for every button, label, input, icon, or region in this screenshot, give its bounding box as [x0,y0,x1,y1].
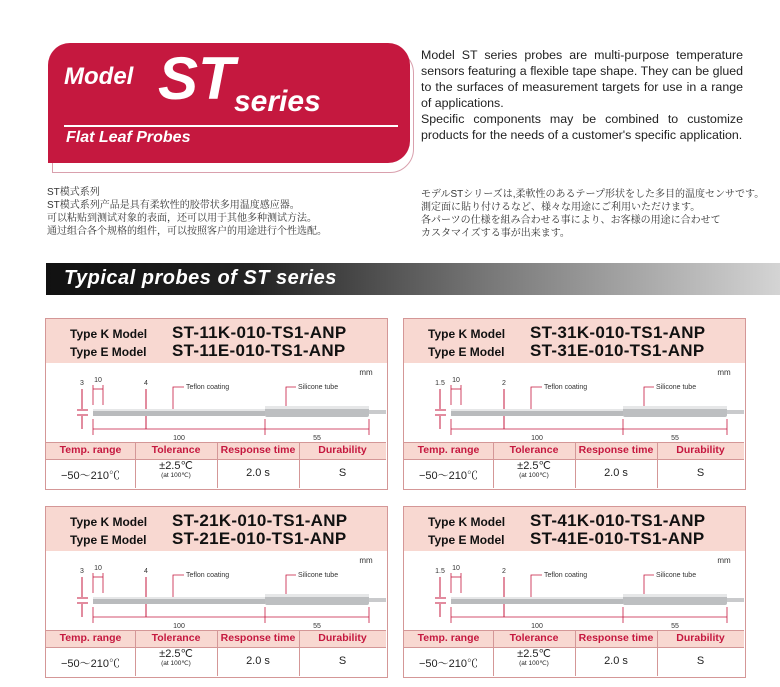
tolerance-header: Tolerance [509,632,559,644]
type-e-label: Type E Model [70,533,147,547]
width-dimension: 2 [502,568,506,575]
column-divider [299,442,300,488]
main-length-dimension: 100 [531,435,543,442]
durability-value: S [696,467,705,479]
model-e-number: ST-31E-010-TS1-ANP [530,341,705,360]
tube-length-dimension: 55 [313,623,321,630]
lead-wire [369,410,386,414]
model-e-number: ST-11E-010-TS1-ANP [172,341,346,360]
teflon-leader [531,575,542,597]
description-en-paragraph: Model ST series probes are multi-purpose temperature sensors featuring a flexible tape shape. They can be glued to the surfaces of measurement targets for use in a range of applications. [421,48,743,110]
unit-label: mm [359,368,373,377]
tip-length-dimension: 10 [452,565,460,572]
tolerance-main: ±2.5℃ [159,460,193,472]
column-divider [575,442,576,488]
silicone-tube-highlight [623,594,727,597]
description-en-paragraph: Specific components may be combined to customize products for the needs of a customer's specific application. [421,112,743,142]
column-divider [217,630,218,676]
thickness-dimension: 1.5 [435,568,445,575]
silicone-callout: Silicone tube [656,384,697,391]
silicone-leader [644,575,654,594]
probe-dimension-diagram [404,551,744,631]
teflon-leader [173,387,184,409]
column-divider [135,630,136,676]
width-dimension: 4 [144,568,148,575]
probe-highlight [93,597,265,599]
unit-label: mm [717,556,731,565]
main-length-dimension: 100 [531,623,543,630]
badge-subtitle: Flat Leaf Probes [66,129,191,146]
column-divider [217,442,218,488]
description-cn-line: 通过组合各个规格的组件，可以按照客户的用途进行个性选配。 [47,226,327,237]
description-chinese [47,186,327,238]
section-title: Typical probes of ST series [64,267,337,289]
response-time-header: Response time [220,444,296,456]
type-e-label: Type E Model [428,345,505,359]
silicone-leader [644,387,654,406]
tolerance-note: (at 100℃) [161,660,191,667]
description-jp-line: 測定面に貼り付けるなど、様々な用途にご利用いただけます。 [421,202,701,213]
probe-card-header [404,507,745,551]
probe-highlight [451,597,623,599]
response-time-value: 2.0 s [246,467,270,479]
unit-label: mm [717,368,731,377]
silicone-leader [286,387,296,406]
series-title-badge [48,43,410,163]
durability-header: Durability [676,444,725,456]
response-time-value: 2.0 s [604,467,628,479]
description-jp-line: カスタマイズする事が出来ます。 [421,228,570,239]
teflon-leader [173,575,184,597]
teflon-callout: Teflon coating [544,572,588,579]
probe-card [403,506,746,678]
response-time-header: Response time [578,632,654,644]
description-jp-line: モデルSTシリーズは,柔軟性のあるテープ形状をした多目的温度センサです。 [421,189,765,200]
spec-header-row [404,630,744,648]
silicone-tube-highlight [623,406,727,409]
model-k-number: ST-31K-010-TS1-ANP [530,323,706,342]
type-e-label: Type E Model [428,533,505,547]
probe-card [403,318,746,490]
durability-header: Durability [318,632,367,644]
response-time-value: 2.0 s [604,655,628,667]
tolerance-note: (at 100℃) [519,472,549,479]
column-divider [493,630,494,676]
width-dimension: 4 [144,380,148,387]
probe-card [45,318,388,490]
model-k-number: ST-41K-010-TS1-ANP [530,511,706,530]
durability-header: Durability [676,632,725,644]
type-e-label: Type E Model [70,345,147,359]
response-time-header: Response time [578,444,654,456]
tolerance-note: (at 100℃) [161,472,191,479]
tolerance-main: ±2.5℃ [517,460,551,472]
column-divider [135,442,136,488]
badge-series-text: series [234,85,321,118]
tip-length-dimension: 10 [94,565,102,572]
lead-wire [727,598,744,602]
badge-divider [64,125,398,127]
spec-header-row [46,630,386,648]
probe-dimension-diagram [404,363,744,443]
temp-range-header: Temp. range [59,444,122,456]
temp-range-header: Temp. range [417,444,480,456]
durability-value: S [338,655,347,667]
probe-card-header [404,319,745,363]
probe-card-header [46,319,387,363]
type-k-label: Type K Model [428,327,506,341]
description-cn-line: ST模式系列产品是具有柔软性的胶带状多用温度感应器。 [47,200,300,211]
temp-range-header: Temp. range [59,632,122,644]
temp-range-value: −50～210℃ [418,658,478,670]
description-cn-line: ST模式系列 [47,187,100,198]
width-dimension: 2 [502,380,506,387]
model-e-number: ST-21E-010-TS1-ANP [172,529,347,548]
teflon-callout: Teflon coating [186,572,230,579]
description-english [421,47,743,143]
probe-highlight [93,409,265,411]
silicone-callout: Silicone tube [298,384,339,391]
tolerance-value [135,649,217,669]
type-k-label: Type K Model [428,515,506,529]
lead-wire [727,410,744,414]
tolerance-header: Tolerance [151,632,201,644]
silicone-callout: Silicone tube [656,572,697,579]
type-k-label: Type K Model [70,327,148,341]
tube-length-dimension: 55 [671,435,679,442]
teflon-callout: Teflon coating [544,384,588,391]
thickness-dimension: 1.5 [435,380,445,387]
temp-range-value: −50～210℃ [60,658,120,670]
model-k-number: ST-11K-010-TS1-ANP [172,323,347,342]
thickness-dimension: 3 [80,380,84,387]
description-jp-line: 各パーツの仕様を組み合わせる事により、お客様の用途に合わせて [421,215,721,226]
tip-length-dimension: 10 [452,377,460,384]
silicone-tube-highlight [265,594,369,597]
temp-range-header: Temp. range [417,632,480,644]
tip-length-dimension: 10 [94,377,102,384]
unit-label: mm [359,556,373,565]
spec-header-row [46,442,386,460]
thickness-dimension: 3 [80,568,84,575]
description-japanese [421,188,764,240]
probe-card [45,506,388,678]
section-banner [46,263,780,295]
temp-range-value: −50～210℃ [418,470,478,482]
spec-header-row [404,442,744,460]
response-time-header: Response time [220,632,296,644]
probe-highlight [451,409,623,411]
tube-length-dimension: 55 [671,623,679,630]
silicone-leader [286,575,296,594]
main-length-dimension: 100 [173,435,185,442]
probe-dimension-diagram [46,551,386,631]
durability-value: S [696,655,705,667]
lead-wire [369,598,386,602]
spec-table [46,630,386,676]
description-cn-line: 可以粘贴到测试对象的表面，还可以用于其他多种测试方法。 [47,213,317,224]
silicone-tube-highlight [265,406,369,409]
tolerance-value [493,461,575,481]
teflon-callout: Teflon coating [186,384,230,391]
column-divider [299,630,300,676]
tolerance-value [135,461,217,481]
spec-table [46,442,386,488]
model-e-number: ST-41E-010-TS1-ANP [530,529,705,548]
probe-card-header [46,507,387,551]
column-divider [657,442,658,488]
column-divider [575,630,576,676]
main-length-dimension: 100 [173,623,185,630]
tolerance-header: Tolerance [151,444,201,456]
tolerance-main: ±2.5℃ [517,648,551,660]
spec-table [404,630,744,676]
tube-length-dimension: 55 [313,435,321,442]
probe-dimension-diagram [46,363,386,443]
temp-range-value: −50～210℃ [60,470,120,482]
spec-table [404,442,744,488]
column-divider [657,630,658,676]
type-k-label: Type K Model [70,515,148,529]
model-k-number: ST-21K-010-TS1-ANP [172,511,348,530]
response-time-value: 2.0 s [246,655,270,667]
tolerance-note: (at 100℃) [519,660,549,667]
tolerance-main: ±2.5℃ [159,648,193,660]
silicone-callout: Silicone tube [298,572,339,579]
durability-value: S [338,467,347,479]
teflon-leader [531,387,542,409]
durability-header: Durability [318,444,367,456]
tolerance-value [493,649,575,669]
badge-model-text: Model [64,63,134,90]
tolerance-header: Tolerance [509,444,559,456]
badge-st-text: ST [158,45,235,112]
column-divider [493,442,494,488]
